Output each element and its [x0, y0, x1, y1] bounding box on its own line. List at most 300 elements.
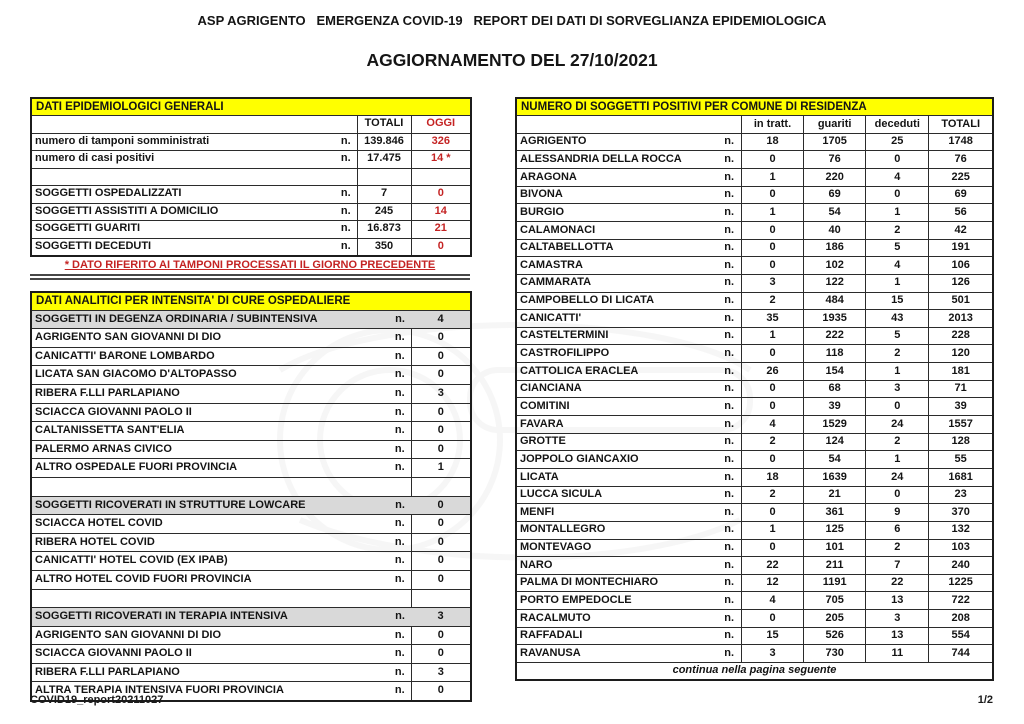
n-cell: n.	[389, 645, 411, 664]
deceduti-column-header: deceduti	[866, 116, 929, 134]
page-number: 1/2	[977, 694, 993, 706]
totali-value-cell	[357, 168, 411, 186]
comuni-table	[515, 97, 994, 681]
guariti-cell: 76	[804, 151, 866, 169]
row-label-cell: AGRIGENTO SAN GIOVANNI DI DIO	[31, 329, 389, 348]
hospital-table-row	[31, 645, 471, 664]
totali-cell: 128	[929, 433, 993, 451]
value-cell: 0	[411, 440, 471, 459]
comune-row	[516, 239, 993, 257]
guariti-cell: 220	[804, 169, 866, 187]
guariti-cell: 102	[804, 257, 866, 275]
n-cell: n.	[389, 329, 411, 348]
general-table-header-row	[31, 116, 471, 134]
comune-name-cell: CALAMONACI	[516, 221, 717, 239]
in-tratt-cell: 3	[741, 274, 803, 292]
totali-cell: 1557	[929, 416, 993, 434]
comune-name-cell: MENFI	[516, 504, 717, 522]
row-label-cell: LICATA SAN GIACOMO D'ALTOPASSO	[31, 366, 389, 385]
hospital-table-row	[31, 310, 471, 329]
totali-cell: 370	[929, 504, 993, 522]
deceduti-cell: 3	[866, 610, 929, 628]
n-cell: n.	[389, 515, 411, 534]
totali-cell: 1748	[929, 133, 993, 151]
row-label-cell: SOGGETTI ASSISTITI A DOMICILIO	[31, 203, 335, 221]
comune-row	[516, 204, 993, 222]
hospital-table-row	[31, 570, 471, 589]
n-cell: n.	[389, 663, 411, 682]
hospital-table-row	[31, 589, 471, 608]
tamponi-footnote: * DATO RIFERITO AI TAMPONI PROCESSATI IL GIORNO PRECEDENTE	[64, 258, 436, 271]
comune-row	[516, 292, 993, 310]
totali-cell: 181	[929, 363, 993, 381]
in-tratt-cell: 0	[741, 239, 803, 257]
deceduti-cell: 22	[866, 574, 929, 592]
hospital-table-row	[31, 329, 471, 348]
comune-row	[516, 592, 993, 610]
row-label-cell: numero di casi positivi	[31, 151, 335, 169]
comune-name-cell: FAVARA	[516, 416, 717, 434]
oggi-value-cell: 14 *	[411, 151, 471, 169]
hospital-table-row	[31, 477, 471, 496]
document-filename: COVID19_report20211027	[30, 694, 164, 706]
totali-cell: 191	[929, 239, 993, 257]
general-table-row	[31, 168, 471, 186]
guariti-cell: 1935	[804, 310, 866, 328]
totali-value-cell: 139.846	[357, 133, 411, 151]
guariti-cell: 101	[804, 539, 866, 557]
n-cell: n.	[717, 433, 741, 451]
in-tratt-cell: 1	[741, 521, 803, 539]
totali-cell: 126	[929, 274, 993, 292]
hospital-table-row	[31, 496, 471, 515]
hospital-table-row	[31, 608, 471, 627]
in-tratt-cell: 2	[741, 433, 803, 451]
deceduti-cell: 1	[866, 363, 929, 381]
value-cell: 0	[411, 515, 471, 534]
general-table-title-row	[31, 98, 471, 116]
comune-row	[516, 557, 993, 575]
n-cell: n.	[717, 310, 741, 328]
comune-name-cell: RAVANUSA	[516, 645, 717, 663]
deceduti-cell: 0	[866, 151, 929, 169]
n-cell: n.	[717, 539, 741, 557]
comune-row	[516, 468, 993, 486]
deceduti-cell: 1	[866, 204, 929, 222]
n-cell: n.	[717, 468, 741, 486]
hospital-table-row	[31, 403, 471, 422]
totali-column-header: TOTALI	[929, 116, 993, 134]
in-tratt-cell: 0	[741, 451, 803, 469]
comune-row	[516, 574, 993, 592]
deceduti-cell: 24	[866, 468, 929, 486]
guariti-cell: 186	[804, 239, 866, 257]
n-cell: n.	[717, 327, 741, 345]
oggi-column-header: OGGI	[411, 116, 471, 134]
n-cell: n.	[717, 151, 741, 169]
hospital-table-row	[31, 366, 471, 385]
deceduti-cell: 0	[866, 486, 929, 504]
totali-cell: 225	[929, 169, 993, 187]
in-tratt-cell: 0	[741, 504, 803, 522]
general-table-row	[31, 133, 471, 151]
comune-row	[516, 186, 993, 204]
row-label-cell: CANICATTI' BARONE LOMBARDO	[31, 347, 389, 366]
totali-cell: 744	[929, 645, 993, 663]
in-tratt-cell: 35	[741, 310, 803, 328]
n-cell: n.	[717, 257, 741, 275]
comune-row	[516, 257, 993, 275]
hospital-table-row	[31, 533, 471, 552]
totali-cell: 39	[929, 398, 993, 416]
guariti-cell: 1639	[804, 468, 866, 486]
n-cell: n.	[717, 610, 741, 628]
n-cell: n.	[717, 221, 741, 239]
comune-row	[516, 486, 993, 504]
row-label-cell: SOGGETTI OSPEDALIZZATI	[31, 186, 335, 204]
guariti-cell: 222	[804, 327, 866, 345]
totali-cell: 76	[929, 151, 993, 169]
guariti-cell: 54	[804, 451, 866, 469]
row-label-cell: AGRIGENTO SAN GIOVANNI DI DIO	[31, 626, 389, 645]
in-tratt-cell: 0	[741, 610, 803, 628]
comuni-table-title: NUMERO DI SOGGETTI POSITIVI PER COMUNE DI RESIDENZA	[516, 98, 993, 116]
comune-name-cell: ALESSANDRIA DELLA ROCCA	[516, 151, 717, 169]
n-cell: n.	[335, 133, 357, 151]
comuni-table-header-row	[516, 116, 993, 134]
totali-cell: 2013	[929, 310, 993, 328]
in-tratt-cell: 0	[741, 380, 803, 398]
guariti-cell: 68	[804, 380, 866, 398]
report-header: ASP AGRIGENTO EMERGENZA COVID-19 REPORT DEI DATI DI SORVEGLIANZA EPIDEMIOLOGICA	[197, 13, 827, 28]
general-table-row	[31, 203, 471, 221]
in-tratt-cell: 0	[741, 398, 803, 416]
n-cell: n.	[389, 366, 411, 385]
n-cell: n.	[335, 151, 357, 169]
deceduti-cell: 2	[866, 221, 929, 239]
comune-name-cell: CATTOLICA ERACLEA	[516, 363, 717, 381]
deceduti-cell: 13	[866, 592, 929, 610]
in-tratt-cell: 4	[741, 592, 803, 610]
value-cell	[411, 477, 471, 496]
hospital-table-row	[31, 515, 471, 534]
general-table-row	[31, 238, 471, 256]
comune-row	[516, 274, 993, 292]
value-cell: 0	[411, 403, 471, 422]
hospital-table-title: DATI ANALITICI PER INTENSITA' DI CURE OSPEDALIERE	[31, 292, 471, 311]
totali-cell: 132	[929, 521, 993, 539]
row-label-cell: RIBERA F.LLI PARLAPIANO	[31, 384, 389, 403]
n-cell: n.	[389, 403, 411, 422]
comune-row	[516, 521, 993, 539]
value-cell: 0	[411, 626, 471, 645]
comune-row	[516, 433, 993, 451]
oggi-value-cell: 0	[411, 186, 471, 204]
row-label-cell: PALERMO ARNAS CIVICO	[31, 440, 389, 459]
comune-row	[516, 645, 993, 663]
n-cell: n.	[717, 416, 741, 434]
totali-cell: 120	[929, 345, 993, 363]
row-label-cell: SOGGETTI RICOVERATI IN TERAPIA INTENSIVA	[31, 608, 389, 627]
n-cell: n.	[335, 186, 357, 204]
in-tratt-cell: 4	[741, 416, 803, 434]
totali-cell: 103	[929, 539, 993, 557]
left-column	[30, 97, 470, 702]
deceduti-cell: 9	[866, 504, 929, 522]
totali-cell: 42	[929, 221, 993, 239]
n-cell: n.	[717, 645, 741, 663]
value-cell	[411, 589, 471, 608]
deceduti-cell: 4	[866, 257, 929, 275]
row-label-cell: CANICATTI' HOTEL COVID (EX IPAB)	[31, 552, 389, 571]
n-cell	[335, 168, 357, 186]
double-rule-divider	[30, 274, 470, 280]
n-cell: n.	[389, 459, 411, 478]
row-label-cell: SOGGETTI IN DEGENZA ORDINARIA / SUBINTENSIVA	[31, 310, 389, 329]
deceduti-cell: 0	[866, 398, 929, 416]
totali-cell: 106	[929, 257, 993, 275]
hospital-table-row	[31, 459, 471, 478]
n-cell: n.	[389, 552, 411, 571]
comune-name-cell: CAMMARATA	[516, 274, 717, 292]
guariti-cell: 54	[804, 204, 866, 222]
comune-row	[516, 627, 993, 645]
empty-header-cell	[516, 116, 741, 134]
totali-value-cell: 17.475	[357, 151, 411, 169]
n-cell: n.	[717, 133, 741, 151]
n-cell: n.	[389, 533, 411, 552]
continuation-note: continua nella pagina seguente	[516, 663, 993, 681]
comune-row	[516, 345, 993, 363]
n-cell: n.	[717, 274, 741, 292]
totali-cell: 554	[929, 627, 993, 645]
totali-value-cell: 16.873	[357, 221, 411, 239]
guariti-column-header: guariti	[804, 116, 866, 134]
comune-name-cell: CASTROFILIPPO	[516, 345, 717, 363]
deceduti-cell: 24	[866, 416, 929, 434]
n-cell: n.	[389, 608, 411, 627]
comune-name-cell: COMITINI	[516, 398, 717, 416]
n-cell: n.	[717, 186, 741, 204]
hospital-table-row	[31, 422, 471, 441]
comune-row	[516, 133, 993, 151]
guariti-cell: 526	[804, 627, 866, 645]
n-cell: n.	[717, 521, 741, 539]
comune-row	[516, 451, 993, 469]
comune-row	[516, 363, 993, 381]
hospital-table-row	[31, 552, 471, 571]
deceduti-cell: 1	[866, 274, 929, 292]
row-label-cell	[31, 477, 389, 496]
deceduti-cell: 43	[866, 310, 929, 328]
guariti-cell: 40	[804, 221, 866, 239]
totali-column-header: TOTALI	[357, 116, 411, 134]
totali-cell: 1225	[929, 574, 993, 592]
n-cell	[389, 589, 411, 608]
totali-cell: 501	[929, 292, 993, 310]
totali-cell: 1681	[929, 468, 993, 486]
guariti-cell: 211	[804, 557, 866, 575]
n-cell: n.	[717, 557, 741, 575]
in-tratt-cell: 2	[741, 292, 803, 310]
n-cell: n.	[335, 221, 357, 239]
comune-name-cell: BURGIO	[516, 204, 717, 222]
totali-cell: 240	[929, 557, 993, 575]
comune-name-cell: CASTELTERMINI	[516, 327, 717, 345]
deceduti-cell: 2	[866, 345, 929, 363]
deceduti-cell: 2	[866, 539, 929, 557]
comune-row	[516, 539, 993, 557]
right-column	[515, 97, 994, 681]
n-cell: n.	[717, 451, 741, 469]
guariti-cell: 39	[804, 398, 866, 416]
value-cell: 3	[411, 608, 471, 627]
comune-name-cell: MONTALLEGRO	[516, 521, 717, 539]
hospital-table-row	[31, 347, 471, 366]
in-tratt-cell: 15	[741, 627, 803, 645]
comune-row	[516, 327, 993, 345]
deceduti-cell: 11	[866, 645, 929, 663]
n-cell: n.	[389, 440, 411, 459]
in-tratt-cell: 2	[741, 486, 803, 504]
row-label-cell: ALTRO OSPEDALE FUORI PROVINCIA	[31, 459, 389, 478]
value-cell: 0	[411, 533, 471, 552]
general-table-row	[31, 151, 471, 169]
guariti-cell: 205	[804, 610, 866, 628]
comune-name-cell: GROTTE	[516, 433, 717, 451]
comuni-table-title-row	[516, 98, 993, 116]
comune-name-cell: BIVONA	[516, 186, 717, 204]
guariti-cell: 21	[804, 486, 866, 504]
n-cell: n.	[717, 292, 741, 310]
deceduti-cell: 5	[866, 327, 929, 345]
row-label-cell: SCIACCA GIOVANNI PAOLO II	[31, 403, 389, 422]
comune-row	[516, 310, 993, 328]
comune-row	[516, 398, 993, 416]
hospital-table-title-row	[31, 292, 471, 311]
hospital-table-row	[31, 384, 471, 403]
n-cell: n.	[717, 486, 741, 504]
comune-name-cell: CALTABELLOTTA	[516, 239, 717, 257]
totali-value-cell: 350	[357, 238, 411, 256]
comune-name-cell: LICATA	[516, 468, 717, 486]
deceduti-cell: 1	[866, 451, 929, 469]
oggi-value-cell	[411, 168, 471, 186]
n-cell: n.	[717, 239, 741, 257]
n-cell: n.	[717, 592, 741, 610]
n-cell: n.	[717, 380, 741, 398]
in-tratt-cell: 0	[741, 186, 803, 204]
comune-name-cell: MONTEVAGO	[516, 539, 717, 557]
in-tratt-cell: 12	[741, 574, 803, 592]
empty-header-cell	[31, 116, 357, 134]
n-cell: n.	[389, 422, 411, 441]
row-label-cell: ALTRA TERAPIA INTENSIVA FUORI PROVINCIA	[31, 682, 389, 701]
n-cell: n.	[389, 347, 411, 366]
in-tratt-column-header: in tratt.	[741, 116, 803, 134]
hospital-table-row	[31, 626, 471, 645]
in-tratt-cell: 1	[741, 169, 803, 187]
totali-cell: 69	[929, 186, 993, 204]
comune-name-cell: RACALMUTO	[516, 610, 717, 628]
value-cell: 0	[411, 329, 471, 348]
deceduti-cell: 3	[866, 380, 929, 398]
comune-name-cell: CAMASTRA	[516, 257, 717, 275]
n-cell: n.	[717, 345, 741, 363]
n-cell: n.	[717, 574, 741, 592]
comune-row	[516, 169, 993, 187]
guariti-cell: 361	[804, 504, 866, 522]
in-tratt-cell: 0	[741, 151, 803, 169]
row-label-cell: RIBERA F.LLI PARLAPIANO	[31, 663, 389, 682]
value-cell: 1	[411, 459, 471, 478]
hospital-table-row	[31, 440, 471, 459]
hospital-care-table	[30, 291, 472, 702]
row-label-cell: numero di tamponi somministrati	[31, 133, 335, 151]
row-label-cell: CALTANISSETTA SANT'ELIA	[31, 422, 389, 441]
guariti-cell: 125	[804, 521, 866, 539]
value-cell: 0	[411, 496, 471, 515]
totali-cell: 722	[929, 592, 993, 610]
n-cell: n.	[717, 504, 741, 522]
n-cell: n.	[389, 626, 411, 645]
row-label-cell	[31, 589, 389, 608]
comune-row	[516, 151, 993, 169]
guariti-cell: 1705	[804, 133, 866, 151]
n-cell: n.	[717, 204, 741, 222]
comune-name-cell: AGRIGENTO	[516, 133, 717, 151]
value-cell: 0	[411, 422, 471, 441]
page-title: AGGIORNAMENTO DEL 27/10/2021	[366, 50, 658, 70]
comune-name-cell: PALMA DI MONTECHIARO	[516, 574, 717, 592]
in-tratt-cell: 0	[741, 345, 803, 363]
n-cell: n.	[717, 627, 741, 645]
deceduti-cell: 4	[866, 169, 929, 187]
in-tratt-cell: 0	[741, 257, 803, 275]
row-label-cell	[31, 168, 335, 186]
deceduti-cell: 25	[866, 133, 929, 151]
comune-row	[516, 610, 993, 628]
in-tratt-cell: 0	[741, 221, 803, 239]
row-label-cell: SOGGETTI GUARITI	[31, 221, 335, 239]
comune-row	[516, 416, 993, 434]
totali-cell: 71	[929, 380, 993, 398]
in-tratt-cell: 3	[741, 645, 803, 663]
value-cell: 3	[411, 384, 471, 403]
oggi-value-cell: 14	[411, 203, 471, 221]
n-cell: n.	[335, 203, 357, 221]
row-label-cell: RIBERA HOTEL COVID	[31, 533, 389, 552]
value-cell: 0	[411, 682, 471, 701]
n-cell: n.	[389, 682, 411, 701]
row-label-cell: SOGGETTI DECEDUTI	[31, 238, 335, 256]
guariti-cell: 1191	[804, 574, 866, 592]
row-label-cell: SCIACCA GIOVANNI PAOLO II	[31, 645, 389, 664]
guariti-cell: 124	[804, 433, 866, 451]
comune-name-cell: JOPPOLO GIANCAXIO	[516, 451, 717, 469]
comune-name-cell: CIANCIANA	[516, 380, 717, 398]
oggi-value-cell: 21	[411, 221, 471, 239]
row-label-cell: ALTRO HOTEL COVID FUORI PROVINCIA	[31, 570, 389, 589]
in-tratt-cell: 22	[741, 557, 803, 575]
n-cell	[389, 477, 411, 496]
comune-row	[516, 380, 993, 398]
value-cell: 0	[411, 347, 471, 366]
hospital-table-row	[31, 663, 471, 682]
in-tratt-cell: 1	[741, 327, 803, 345]
n-cell: n.	[389, 570, 411, 589]
totali-cell: 55	[929, 451, 993, 469]
